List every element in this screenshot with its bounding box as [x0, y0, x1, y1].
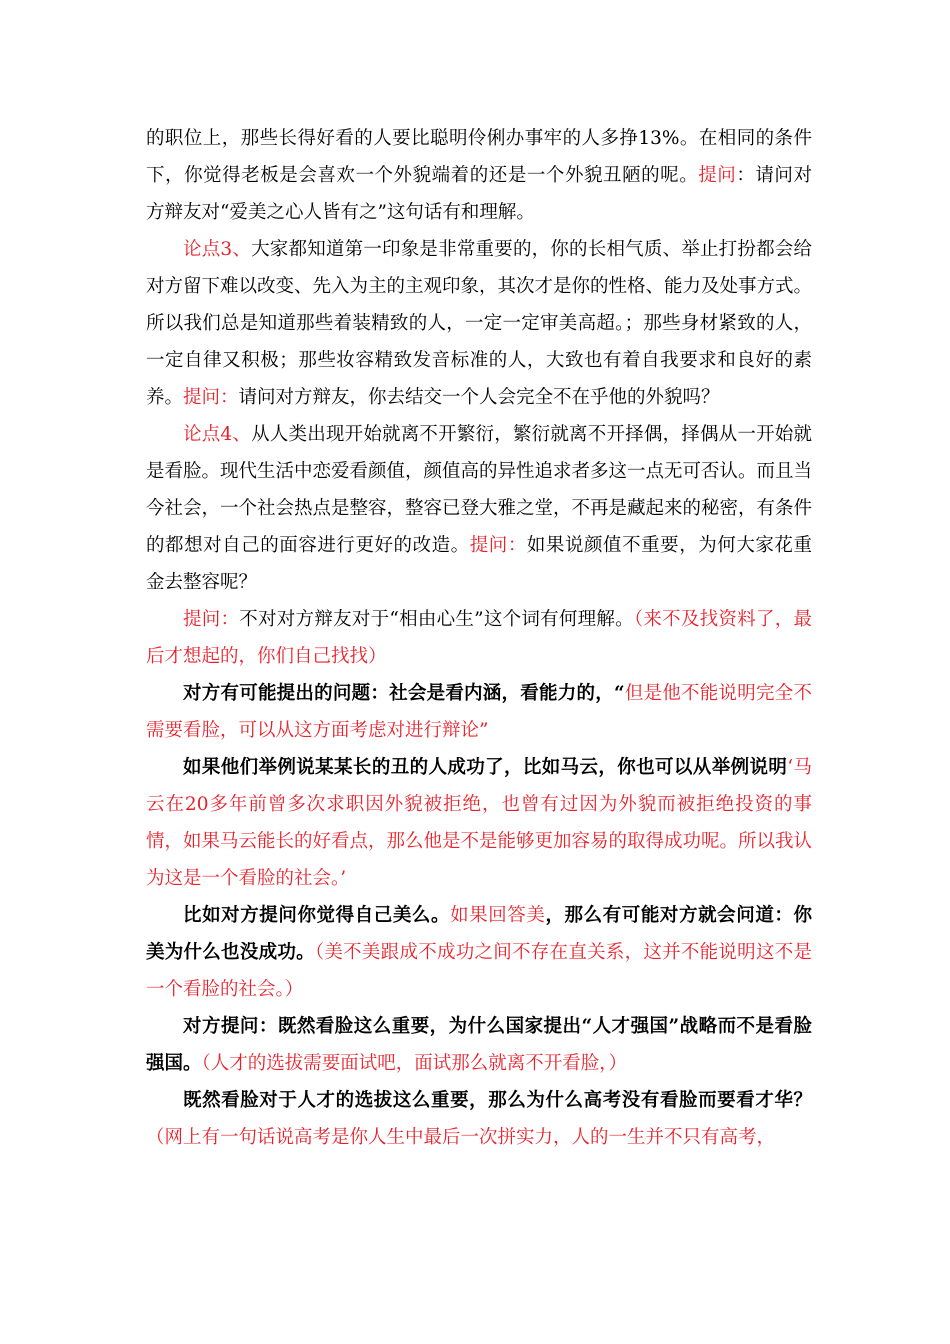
example-paragraph — [146, 749, 812, 897]
question-paragraph-label: 提问： — [183, 609, 240, 630]
beauty-question-paragraph — [146, 897, 812, 1008]
argument-3-label: 论点3、 — [183, 239, 252, 260]
beauty-question-text-b: ，那么有可能对方就会问道：你美为什么也没成功。 — [146, 905, 812, 963]
question-label: 提问 — [698, 165, 737, 186]
beauty-question-answer-b: （美不美跟成不成功之间不存在直关系，这并不能说明这不是一个看脸的社会。） — [146, 942, 812, 1000]
argument-3-question-label: 提问： — [183, 387, 239, 408]
exam-question-paragraph — [146, 1082, 812, 1156]
argument-4-question-label: 提问： — [469, 535, 527, 556]
document-body — [146, 120, 812, 1156]
paragraph-1 — [146, 120, 812, 231]
example-text: 如果他们举例说某某长的丑的人成功了，比如马云，你也可以从举例说明 — [183, 757, 788, 778]
argument-3-question-text: 请问对方辩友，你去结交一个人会完全不在乎他的外貌吗？ — [238, 387, 720, 408]
paragraph-1-text-a: 的职位上，那些长得好看的人要比聪明伶俐办事牢的人多挣13%。在相同的条件下，你觉得老板是会喜欢一个外貌端着的还是一个外貌丑陋的呢。 — [146, 128, 812, 186]
question-paragraph-text: 不对对方辩友对于“相由心生”这个词有何理解。 — [239, 609, 634, 630]
talent-question-answer: （人才的选拔需要面试吧，面试那么就离不开看脸，） — [201, 1053, 628, 1074]
question-paragraph — [146, 601, 812, 675]
possible-questions-paragraph — [146, 675, 812, 749]
example-answer: ‘马云在20多年前曾多次求职因外貌被拒绝，也曾有过因为外貌而被拒绝投资的事情，如果马云能长的好看点，那么他是不是能够更加容易的取得成功呢。所以我认为这是一个看脸的社会。’ — [146, 757, 813, 889]
exam-question-answer: （网上有一句话说高考是你人生中最后一次拼实力，人的一生并不只有高考， — [146, 1127, 776, 1148]
argument-4-paragraph — [146, 416, 812, 601]
argument-3-text: 大家都知道第一印象是非常重要的，你的长相气质、举止打扮都会给对方留下难以改变、先入为主的主观印象，其次才是你的性格、能力及处事方式。所以我们总是知道那些着装精致的人，一定一定审美高超。；那些身材紧致的人，一定自律又积极；那些妆容精致发音标准的人，大致也有着自我要求和良好的素养。 — [146, 239, 813, 408]
talent-question-text: 对方提问：既然看脸这么重要，为什么国家提出“人才强国”战略而不是看脸强国。 — [146, 1016, 812, 1074]
beauty-question-text-a: 比如对方提问你觉得自己美么。 — [183, 905, 451, 926]
paragraph-1-text-b: ：请问对方辩友对“爱美之心人皆有之”这句话有和理解。 — [146, 165, 812, 223]
argument-4-label: 论点4、 — [183, 424, 252, 445]
argument-4-question-text: 如果说颜值不重要，为何大家花重金去整容呢？ — [146, 535, 812, 593]
talent-question-paragraph — [146, 1008, 812, 1082]
beauty-question-answer-a: 如果回答美 — [450, 905, 546, 926]
question-paragraph-note: （来不及找资料了，最后才想起的，你们自己找找） — [146, 609, 812, 667]
possible-questions-text: 对方有可能提出的问题：社会是看内涵，看能力的，“ — [183, 683, 625, 704]
argument-3-paragraph — [146, 231, 812, 416]
exam-question-text: 既然看脸对于人才的选拔这么重要，那么为什么高考没有看脸而要看才华？ — [183, 1090, 812, 1111]
possible-questions-answer: 但是他不能说明完全不需要看脸，可以从这方面考虑对进行辩论” — [146, 683, 812, 741]
argument-4-text: 从人类出现开始就离不开繁衍，繁衍就离不开择偶，择偶从一开始就是看脸。现代生活中恋爱看颜值，颜值高的异性追求者多这一点无可否认。而且当今社会，一个社会热点是整容，整容已登大雅之堂，不再是藏起来的秘密，有条件的都想对自己的面容进行更好的改造。 — [146, 424, 813, 556]
